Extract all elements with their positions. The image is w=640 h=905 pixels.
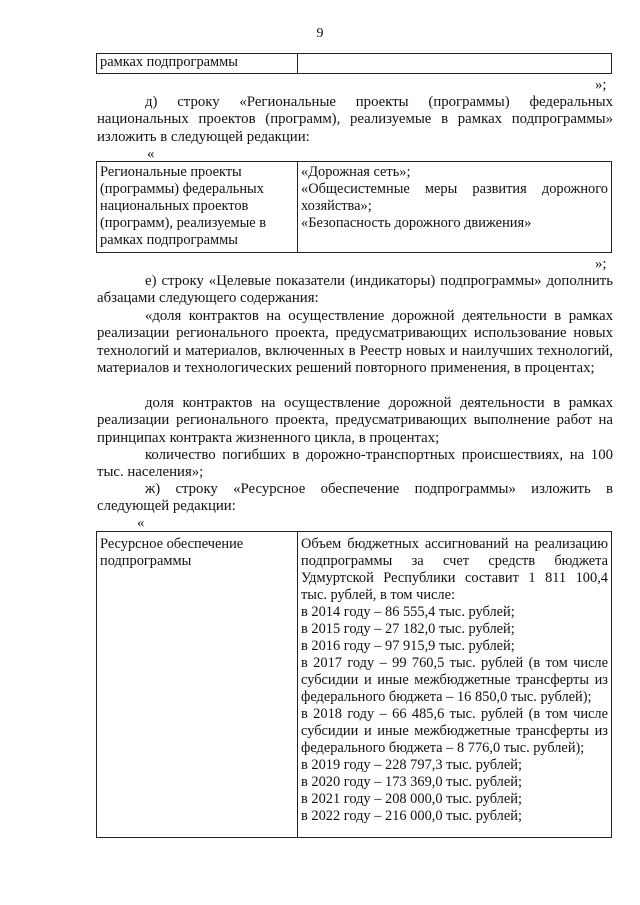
resource-year-line: в 2022 году – 216 000,0 тыс. рублей; bbox=[301, 808, 522, 824]
item-d-paragraph: д) строку «Региональные проекты (программы) федеральных национальных проектов (программ), реализуемые в рамках подпрограммы» изложить в следующей редакции: bbox=[97, 94, 613, 145]
resource-right-cell bbox=[298, 532, 612, 838]
item-zh-open-quote: « bbox=[137, 515, 145, 531]
top-table-left-cell: рамках подпрограммы bbox=[97, 54, 298, 74]
top-table-close-quote: »; bbox=[595, 77, 607, 93]
regional-project-item: «Безопасность дорожного движения» bbox=[301, 215, 532, 231]
regional-table-close-quote: »; bbox=[595, 256, 607, 272]
item-d-open-quote: « bbox=[147, 146, 155, 162]
item-zh-paragraph: ж) строку «Ресурсное обеспечение подпрограммы» изложить в следующей редакции: bbox=[97, 481, 613, 515]
item-e-paragraph: е) строку «Целевые показатели (индикаторы) подпрограммы» дополнить абзацами следующего содержания: bbox=[97, 273, 613, 307]
resource-year-line: в 2019 году – 228 797,3 тыс. рублей; bbox=[301, 757, 522, 773]
regional-projects-right-cell bbox=[298, 162, 612, 253]
regional-projects-left-cell: Региональные проекты (программы) федеральных национальных проектов (программ), реализуемые в рамках подпрограммы bbox=[97, 162, 298, 253]
resource-year-line: в 2018 году – 66 485,6 тыс. рублей (в том числе субсидии и иные межбюджетные трансферты из федерального бюджета – 8 776,0 тыс. рублей); bbox=[301, 706, 608, 756]
top-table-right-cell bbox=[298, 54, 612, 74]
regional-project-item: «Общесистемные меры развития дорожного хозяйства»; bbox=[301, 181, 608, 214]
resource-year-line: в 2014 году – 86 555,4 тыс. рублей; bbox=[301, 604, 515, 620]
page-number: 9 bbox=[316, 26, 324, 41]
resource-year-line: в 2020 году – 173 369,0 тыс. рублей; bbox=[301, 774, 522, 790]
item-e-indicator-2: доля контрактов на осуществление дорожной деятельности в рамках реализации регионального проекта, предусматривающих выполнение работ на принципах контракта жизненного цикла, в процентах; bbox=[97, 395, 613, 446]
resource-table bbox=[96, 531, 612, 838]
top-table bbox=[96, 53, 612, 74]
resource-year-line: в 2021 году – 208 000,0 тыс. рублей; bbox=[301, 791, 522, 807]
resource-year-line: в 2015 году – 27 182,0 тыс. рублей; bbox=[301, 621, 515, 637]
resource-intro: Объем бюджетных ассигнований на реализацию подпрограммы за счет средств бюджета Удмуртской Республики составит 1 811 100,4 тыс. рублей, в том числе: bbox=[301, 536, 608, 603]
resource-year-line: в 2017 году – 99 760,5 тыс. рублей (в том числе субсидии и иные межбюджетные трансферты из федерального бюджета – 16 850,0 тыс. рублей); bbox=[301, 655, 608, 705]
resource-year-line: в 2016 году – 97 915,9 тыс. рублей; bbox=[301, 638, 515, 654]
regional-projects-table bbox=[96, 161, 612, 253]
item-e-indicator-1: «доля контрактов на осуществление дорожной деятельности в рамках реализации регионального проекта, предусматривающих использование новых технологий и материалов, включенных в Реестр новых и наилучших технологий, материалов и технологических решений повторного применения, в процентах; bbox=[97, 308, 613, 377]
regional-project-item: «Дорожная сеть»; bbox=[301, 164, 411, 180]
item-e-indicator-3: количество погибших в дорожно-транспортных происшествиях, на 100 тыс. населения»; bbox=[97, 447, 613, 481]
resource-left-cell: Ресурсное обеспечение подпрограммы bbox=[97, 532, 298, 838]
